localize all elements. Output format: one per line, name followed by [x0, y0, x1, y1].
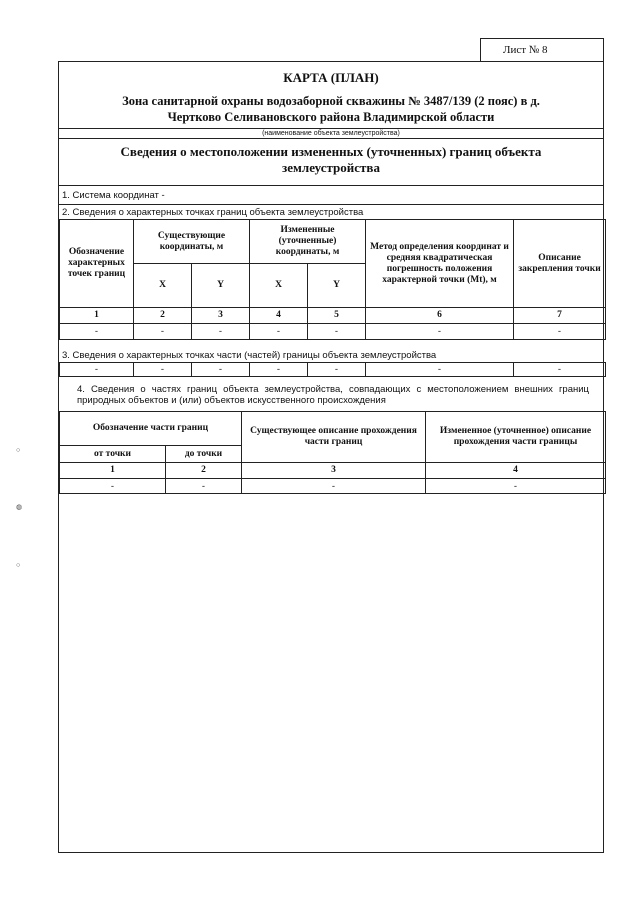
table-cell: - [366, 324, 514, 340]
object-name-line-2: Чертково Селивановского района Владимирской области [167, 110, 495, 124]
table-cell: - [308, 324, 366, 340]
section-heading-line-1: Сведения о местоположении измененных (уточненных) границ объекта [120, 144, 542, 159]
object-name-line-1: Зона санитарной охраны водозаборной скважины № 3487/139 (2 пояс) в д. [122, 94, 540, 108]
column-number: 3 [192, 308, 250, 324]
table-cell: - [308, 363, 366, 377]
table-cell: - [60, 479, 166, 494]
part-points-table [59, 362, 606, 377]
column-number: 4 [426, 463, 606, 479]
column-number: 2 [166, 463, 242, 479]
table-cell: - [250, 324, 308, 340]
header-y-existing: Y [192, 264, 250, 308]
table-cell: - [366, 363, 514, 377]
header-x-existing: X [134, 264, 192, 308]
column-number: 7 [514, 308, 606, 324]
column-number: 2 [134, 308, 192, 324]
natural-boundaries-table [59, 411, 606, 494]
header-changed-description: Измененное (уточненное) описание прохождения части границы [426, 412, 606, 463]
header-changed-coords: Измененные (уточненные) координаты, м [250, 220, 366, 264]
document-title: КАРТА (ПЛАН) [283, 70, 379, 85]
header-description: Описание закрепления точки [514, 220, 606, 308]
table-cell: - [134, 363, 192, 377]
table-cell: - [166, 479, 242, 494]
divider [59, 185, 603, 186]
table-cell: - [134, 324, 192, 340]
header-existing-description: Существующее описание прохождения части границ [242, 412, 426, 463]
section-heading [59, 144, 603, 176]
table-cell: - [60, 363, 134, 377]
margin-mark: ○ [16, 446, 21, 454]
table-cell: - [250, 363, 308, 377]
column-number: 6 [366, 308, 514, 324]
divider [59, 204, 603, 205]
table-cell: - [192, 324, 250, 340]
column-number: 4 [250, 308, 308, 324]
document-frame [58, 61, 604, 853]
table-cell: - [60, 324, 134, 340]
table-cell: - [242, 479, 426, 494]
table-cell: - [426, 479, 606, 494]
header-existing-coords: Существующие координаты, м [134, 220, 250, 264]
header-x-changed: X [250, 264, 308, 308]
header-designation: Обозначение характерных точек границ [60, 220, 134, 308]
table-cell: - [514, 363, 606, 377]
section-heading-line-2: землеустройства [282, 160, 380, 175]
object-name [59, 93, 603, 125]
section-3-label: 3. Сведения о характерных точках части (частей) границы объекта землеустройства [62, 350, 437, 361]
header-part-designation: Обозначение части границ [60, 412, 242, 446]
margin-mark: ○ [16, 561, 21, 569]
section-2-label: 2. Сведения о характерных точках границ объекта землеустройства [62, 207, 364, 218]
column-number: 1 [60, 308, 134, 324]
sheet-number-box [480, 38, 604, 62]
object-name-caption: (наименование объекта землеустройства) [59, 128, 603, 139]
header-y-changed: Y [308, 264, 366, 308]
margin-mark: ◍ [16, 503, 23, 511]
table-cell: - [514, 324, 606, 340]
header-from-point: от точки [60, 446, 166, 463]
column-number: 1 [60, 463, 166, 479]
coordinate-system-label: 1. Система координат - [62, 190, 165, 201]
section-4-label: 4. Сведения о частях границ объекта землеустройства, совпадающих с местоположением внешних границ природных объектов и (или) объектов искусственного происхождения [77, 384, 589, 406]
header-method: Метод определения координат и средняя квадратическая погрешность положения характерной точки (Mt), м [366, 220, 514, 308]
boundary-points-table [59, 219, 606, 340]
table-cell: - [192, 363, 250, 377]
column-number: 5 [308, 308, 366, 324]
sheet-number: Лист № 8 [503, 44, 548, 56]
column-number: 3 [242, 463, 426, 479]
header-to-point: до точки [166, 446, 242, 463]
